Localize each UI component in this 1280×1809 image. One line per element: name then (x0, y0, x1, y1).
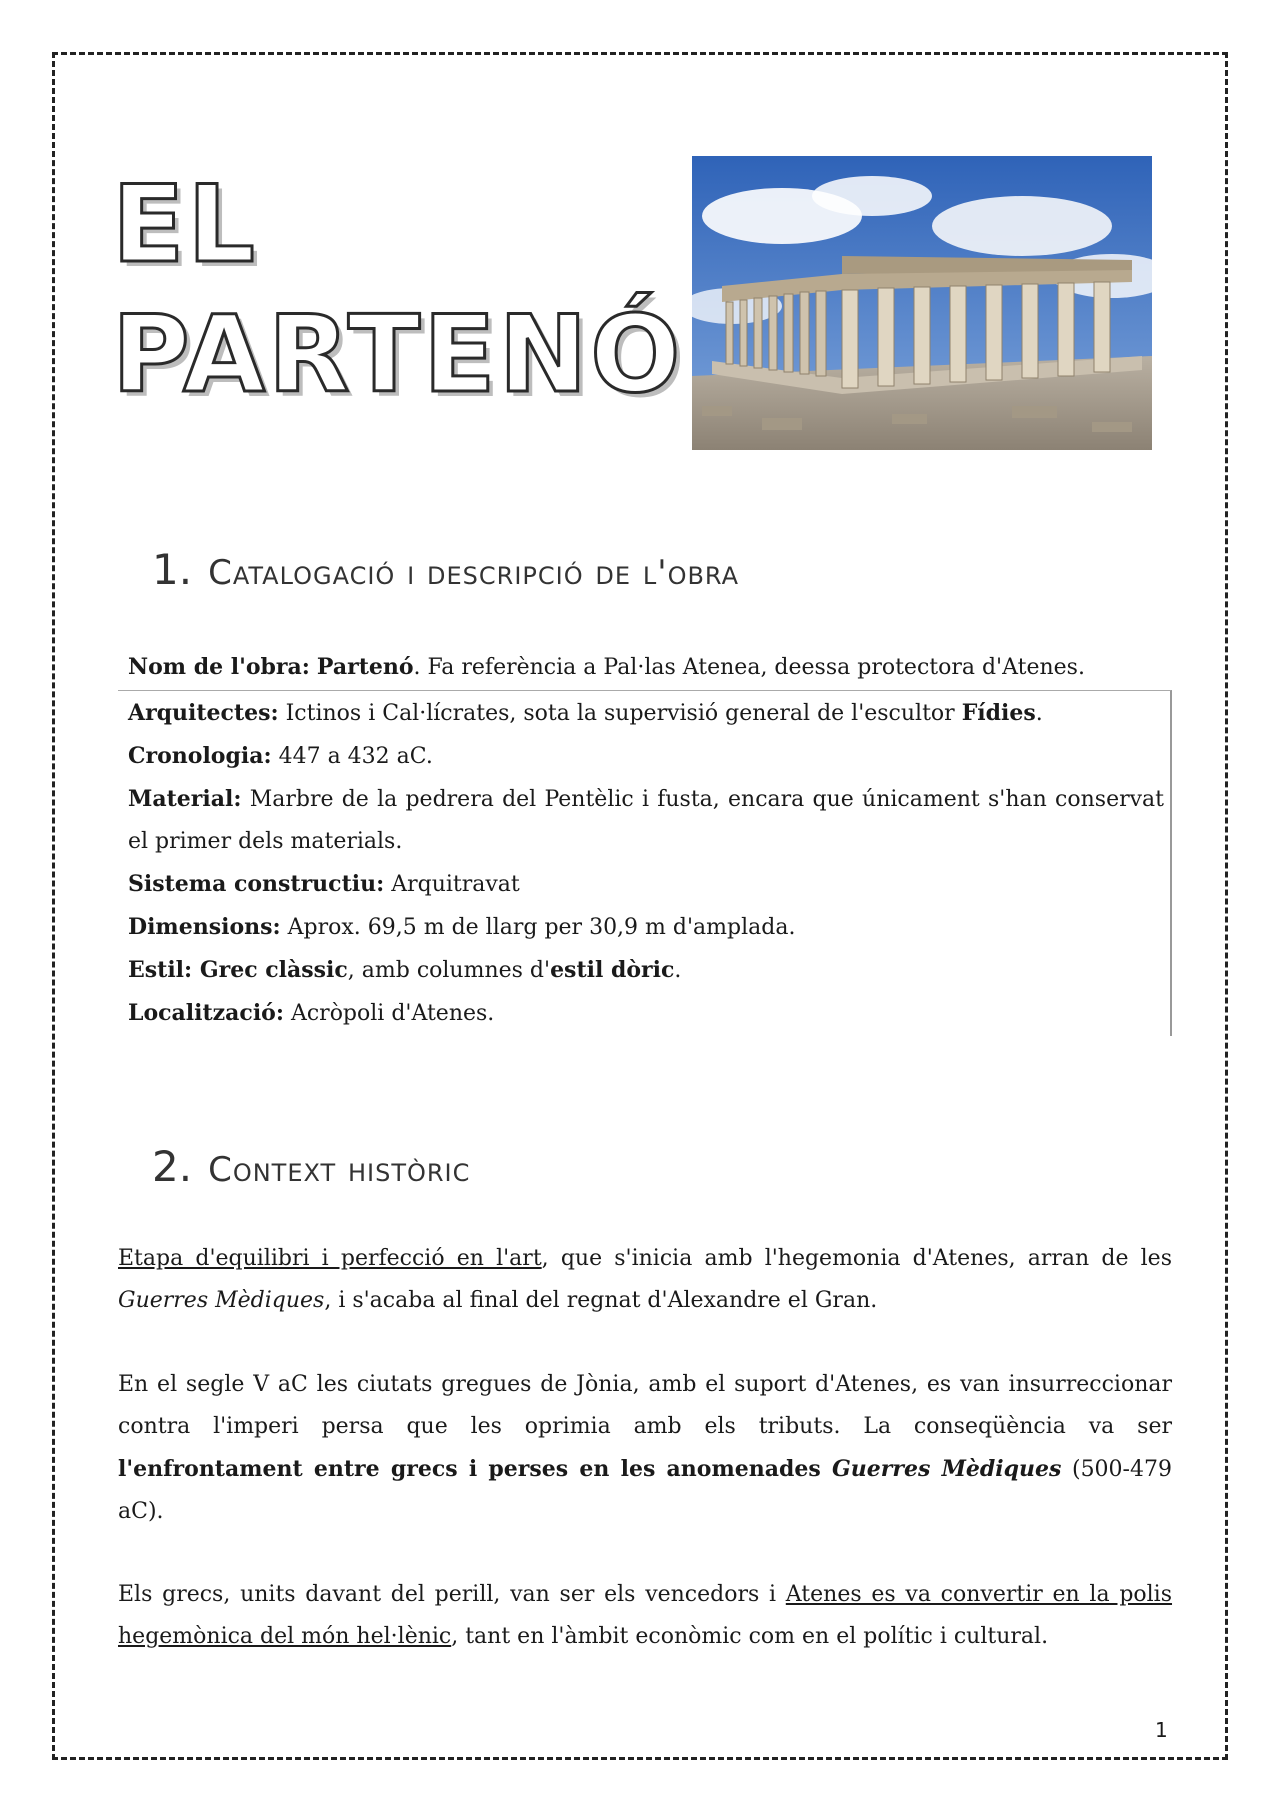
para3-text-2: , tant en l'àmbit econòmic com en el polític i cultural. (451, 1624, 1049, 1649)
sistema-text: Arquitravat (384, 872, 520, 897)
para1-text-2: , i s'acaba al final del regnat d'Alexandre el Gran. (324, 1288, 878, 1313)
para2-text-2: (500-479 aC). (118, 1457, 1172, 1524)
para3-underlined: Atenes es va convertir en la polis hegemònica del món hel·lènic (118, 1582, 1173, 1649)
artwork-details (128, 692, 1164, 1035)
section-number: 1. (152, 545, 193, 594)
estil-bold-1: Grec clàssic (192, 957, 348, 983)
paragraph-3 (118, 1574, 1172, 1658)
nom-label: Nom de l'obra: (128, 654, 310, 680)
estil-text: , amb columnes d' (347, 958, 551, 983)
nom-text: . Fa referència a Pal·las Atenea, deessa protectora d'Atenes. (413, 655, 1085, 680)
para2-bold: l'enfrontament entre grecs i perses en les anomenades (118, 1456, 832, 1482)
section-heading-1 (152, 545, 739, 594)
parthenon-illustration (692, 156, 1152, 450)
arquitectes-end: . (1035, 701, 1043, 726)
estil-end: . (674, 958, 682, 983)
para1-text-1: , que s'inicia amb l'hegemonia d'Atenes, arran de les (541, 1246, 1172, 1271)
para3-text-1: Els grecs, units davant del perill, van ser els vencedors i (118, 1582, 786, 1607)
page-title (112, 160, 683, 420)
material-line (128, 778, 1164, 863)
localitzacio-line (128, 992, 1164, 1035)
section-number: 2. (152, 1142, 193, 1191)
section-title: Catalogació i descripció de l'obra (208, 553, 740, 593)
para2-text-1: En el segle V aC les ciutats gregues de Jònia, amb el suport d'Atenes, es van insurreccionar contra l'imperi persa que les oprimia amb els tributs. La conseqüència va ser (118, 1372, 1172, 1439)
cronologia-text: 447 a 432 aC. (271, 744, 433, 769)
material-text: Marbre de la pedrera del Pentèlic i fusta, encara que únicament s'han conservat el primer dels materials. (128, 787, 1164, 854)
dimensions-text: Aprox. 69,5 m de llarg per 30,9 m d'amplada. (280, 915, 796, 940)
arquitectes-bold: Fídies (961, 700, 1036, 726)
title-line-1: EL (112, 163, 258, 286)
section-heading-2 (152, 1142, 470, 1191)
nom-obra-line (128, 646, 1168, 689)
title-line-2: PARTENÓ (112, 293, 684, 416)
localitzacio-text: Acròpoli d'Atenes. (283, 1001, 495, 1026)
estil-line (128, 949, 1164, 992)
arquitectes-label: Arquitectes: (128, 700, 279, 726)
sistema-label: Sistema constructiu: (128, 871, 385, 897)
parthenon-photo (692, 156, 1152, 450)
material-label: Material: (128, 786, 242, 812)
arquitectes-line (128, 692, 1164, 735)
arquitectes-text: Ictinos i Cal·lícrates, sota la supervisió general de l'escultor (278, 701, 962, 726)
para1-italic: Guerres Mèdiques (118, 1288, 325, 1313)
estil-bold-2: estil dòric (550, 957, 675, 983)
cronologia-label: Cronologia: (128, 743, 272, 769)
nom-value: Partenó (316, 654, 414, 680)
page-number: 1 (1155, 1718, 1168, 1742)
cronologia-line (128, 735, 1164, 778)
estil-label: Estil: (128, 957, 193, 983)
dimensions-label: Dimensions: (128, 914, 281, 940)
para1-underlined: Etapa d'equilibri i perfecció en l'art (118, 1246, 542, 1271)
paragraph-2 (118, 1364, 1172, 1533)
para2-bold-italic: Guerres Mèdiques (832, 1456, 1062, 1482)
sistema-line (128, 863, 1164, 906)
localitzacio-label: Localització: (128, 1000, 284, 1026)
dimensions-line (128, 906, 1164, 949)
section-title: Context històric (208, 1150, 471, 1190)
paragraph-1 (118, 1238, 1172, 1322)
